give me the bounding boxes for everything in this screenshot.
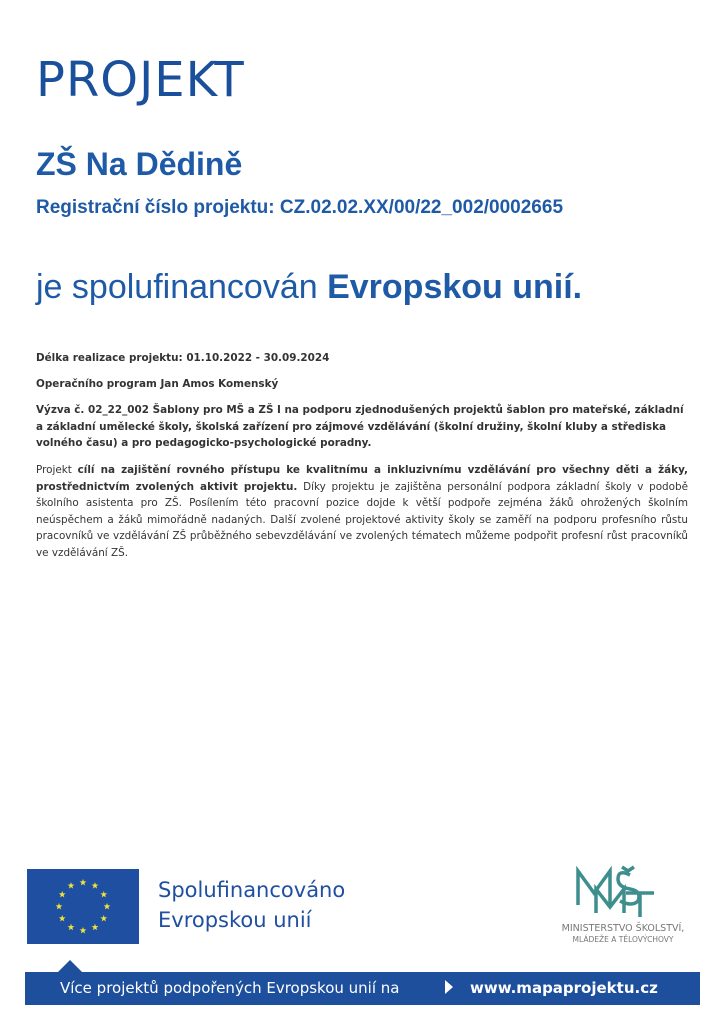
eu-logo-line1: Spolufinancováno (158, 878, 346, 902)
eu-star (92, 882, 99, 889)
project-description (36, 462, 688, 561)
school-name: ZŠ Na Dědině (36, 146, 243, 182)
eu-star (80, 927, 87, 934)
msmt-line2: MLÁDEŽE A TĚLOVÝCHOVY (572, 935, 674, 944)
arrow-right-icon (445, 980, 453, 994)
desc-prefix: Projekt (36, 464, 78, 476)
msmt-line1: MINISTERSTVO ŠKOLSTVÍ, (561, 923, 685, 934)
eu-logo-line2: Evropskou unií (158, 908, 312, 932)
eu-star (100, 891, 107, 898)
eu-stars-icon (27, 869, 139, 944)
project-duration: Délka realizace projektu: 01.10.2022 - 30.09.2024 (36, 352, 330, 364)
eu-star (100, 915, 107, 922)
eu-star (80, 879, 87, 886)
eu-star (56, 903, 63, 910)
msmt-logo (538, 865, 708, 945)
msmt-mark-icon (538, 865, 708, 945)
cofinanced-prefix: je spolufinancován (36, 268, 328, 306)
registration-number: Registrační číslo projektu: CZ.02.02.XX/00/22_002/0002665 (36, 197, 564, 218)
eu-star (59, 891, 66, 898)
eu-cofinanced-logo-text (158, 875, 345, 935)
page-title: PROJEKT (36, 52, 245, 108)
eu-flag-icon (27, 869, 139, 944)
desc-bold: cílí na zajištění rovného přístupu ke kvalitnímu a inkluzivnímu vzdělávání pro všechny děti a žáky, prostřednictvím zvolených aktivit projektu. (36, 464, 688, 493)
cofinanced-eu: Evropskou unií. (327, 268, 583, 306)
eu-star (104, 903, 111, 910)
cofinanced-statement (36, 268, 582, 307)
footer-url-link[interactable]: www.mapaprojektu.cz (470, 979, 658, 997)
operational-program: Operačního program Jan Amos Komenský (36, 378, 279, 390)
call-description: Výzva č. 02_22_002 Šablony pro MŠ a ZŠ I na podporu zjednodušených projektů šablon pro mateřské, základní a základní umělecké školy, školská zařízení pro zájmové vzdělávání (školní družiny, školní kluby a střediska volného času) a pro pedagogicko-psychologické poradny. (36, 404, 684, 449)
eu-star (68, 882, 75, 889)
desc-rest: Díky projektu je zajištěna personální podpora základní školy v podobě školního asistenta pro ZŠ. Posílením této pracovní pozice dojde k větší podpoře zejména žáků ohrožených školním neúspěchem a žáků mimořádně nadaných. Další zvolené projektové aktivity školy se zaměří na podporu profesního růstu pracovníků ve vzdělávání ZŠ průběžného sebevzdělávání ve zvolených tématech můžeme podpořit profesní růst pracovníků ve vzdělávání ZŠ. (36, 480, 688, 559)
eu-star (92, 924, 99, 931)
eu-star (59, 915, 66, 922)
eu-star (68, 924, 75, 931)
footer-text: Více projektů podpořených Evropskou unií na (60, 979, 400, 997)
